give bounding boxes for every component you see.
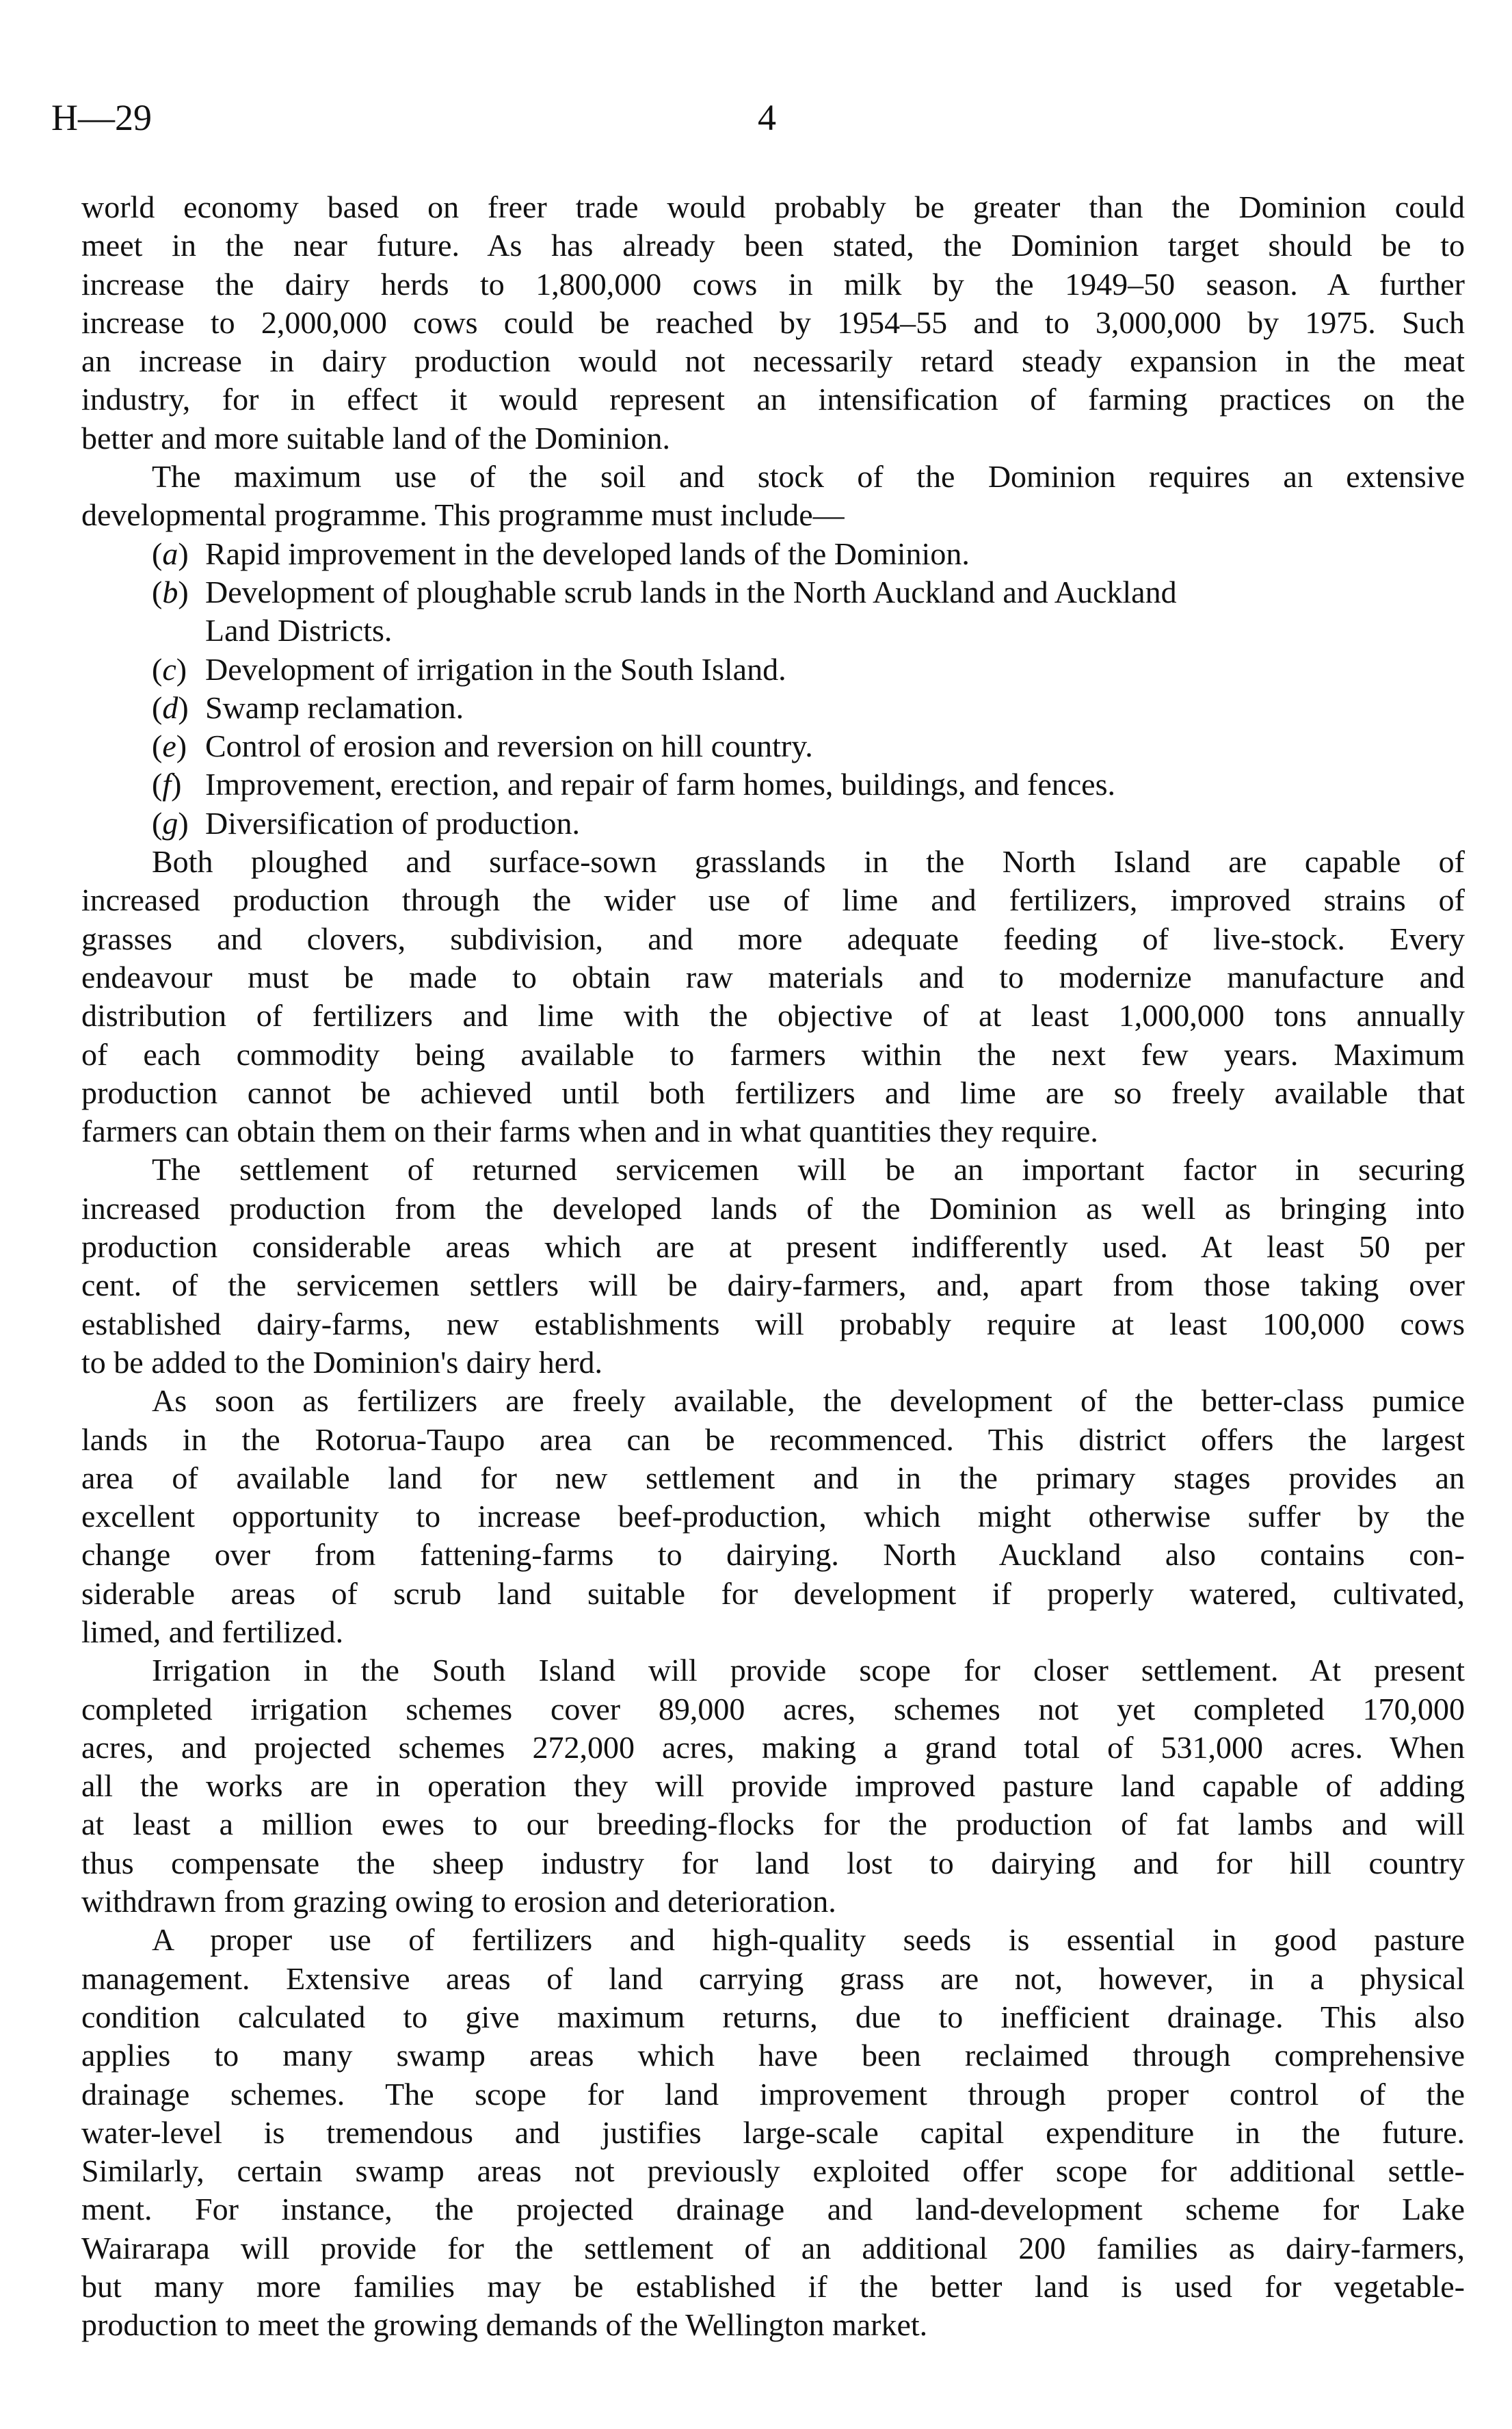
paragraph — [81, 1151, 1465, 1382]
text-line: drainage schemes. The scope for land improvement through proper control of the — [81, 2076, 1465, 2112]
text-line: established dairy-farms, new establishments will probably require at least 100,000 cows — [81, 1306, 1465, 1341]
text-line: withdrawn from grazing owing to erosion and deterioration. — [81, 1884, 836, 1919]
text-line: at least a million ewes to our breeding-flocks for the production of fat lambs and will — [81, 1807, 1465, 1842]
paragraph — [81, 1651, 1465, 1921]
text-line: cent. of the servicemen settlers will be dairy-farmers, and, apart from those taking over — [81, 1268, 1465, 1303]
list-item-letter: e — [162, 728, 176, 764]
list-item-label: (d) — [152, 690, 189, 725]
list-item — [81, 573, 1465, 612]
text-line: all the works are in operation they will provide improved pasture land capable of adding — [81, 1768, 1465, 1804]
text-line: thus compensate the sheep industry for land lost to dairying and for hill country — [81, 1845, 1465, 1880]
text-line: As soon as fertilizers are freely available, the development of the better-class pumice — [152, 1383, 1465, 1419]
list-item-text: Land Districts. — [205, 613, 393, 648]
text-line: grasses and clovers, subdivision, and more adequate feeding of live-stock. Every — [81, 921, 1465, 956]
text-line: Irrigation in the South Island will provide scope for closer settlement. At present — [152, 1653, 1465, 1688]
list-item — [81, 689, 1465, 727]
list-item — [81, 804, 1465, 843]
text-line: limed, and fertilized. — [81, 1614, 344, 1649]
list-item-text: Swamp reclamation. — [205, 690, 464, 725]
list-item-label: (a) — [152, 536, 189, 571]
paragraph — [81, 458, 1465, 535]
text-line: increase the dairy herds to 1,800,000 cows in milk by the 1949–50 season. A further — [81, 266, 1465, 302]
paragraph — [81, 188, 1465, 458]
list-item-letter: b — [162, 574, 178, 609]
list-item-label: (b) — [152, 574, 189, 609]
text-line: Similarly, certain swamp areas not previously exploited offer scope for additional settle- — [81, 2153, 1465, 2189]
document-body — [81, 188, 1465, 2345]
text-line: farmers can obtain them on their farms when and in what quantities they require. — [81, 1114, 1098, 1149]
text-line: completed irrigation schemes cover 89,000 acres, schemes not yet completed 170,000 — [81, 1691, 1465, 1726]
list-item-letter: g — [162, 805, 178, 841]
text-line: developmental programme. This programme must include— — [81, 497, 845, 533]
list-item-text: Diversification of production. — [205, 805, 581, 841]
text-line: lands in the Rotorua-Taupo area can be recommenced. This district offers the largest — [81, 1421, 1465, 1457]
text-line: acres, and projected schemes 272,000 acres, making a grand total of 531,000 acres. When — [81, 1729, 1465, 1765]
text-line: ment. For instance, the projected drainage and land-development scheme for Lake — [81, 2192, 1465, 2227]
list-item-text: Control of erosion and reversion on hill country. — [205, 728, 813, 764]
list-item-text: Rapid improvement in the developed lands of the Dominion. — [205, 536, 970, 571]
text-line: production considerable areas which are at present indifferently used. At least 50 per — [81, 1229, 1465, 1265]
list-item — [81, 651, 1465, 689]
text-line: industry, for in effect it would represent an intensification of farming practices on the — [81, 382, 1465, 417]
text-line: better and more suitable land of the Dominion. — [81, 420, 670, 456]
text-line: endeavour must be made to obtain raw materials and to modernize manufacture and — [81, 959, 1465, 995]
text-line: increase to 2,000,000 cows could be reached by 1954–55 and to 3,000,000 by 1975. Such — [81, 304, 1465, 340]
list-item — [81, 535, 1465, 573]
text-line: an increase in dairy production would not necessarily retard steady expansion in the meat — [81, 343, 1465, 379]
list-item-letter: d — [162, 690, 178, 725]
list-item-text: Improvement, erection, and repair of farm homes, buildings, and fences. — [205, 767, 1115, 802]
text-line: management. Extensive areas of land carrying grass are not, however, in a physical — [81, 1960, 1465, 1996]
text-line: The settlement of returned servicemen will be an important factor in securing — [152, 1152, 1465, 1187]
text-line: The maximum use of the soil and stock of the Dominion requires an extensive — [152, 459, 1465, 495]
list-item-label: (f) — [152, 767, 182, 802]
document-reference: H—29 — [51, 97, 152, 138]
list-item — [81, 765, 1465, 804]
text-line: production cannot be achieved until both fertilizers and lime are so freely available that — [81, 1075, 1465, 1110]
text-line: water-level is tremendous and justifies large-scale capital expenditure in the future. — [81, 2114, 1465, 2150]
list-item-letter: a — [162, 536, 178, 571]
page-number: 4 — [758, 97, 776, 138]
paragraph — [81, 843, 1465, 1151]
text-line: applies to many swamp areas which have been reclaimed through comprehensive — [81, 2038, 1465, 2073]
enumerated-list — [81, 535, 1465, 843]
text-line: production to meet the growing demands of the Wellington market. — [81, 2307, 928, 2343]
text-line: siderable areas of scrub land suitable for development if properly watered, cultivated, — [81, 1575, 1465, 1611]
text-line: area of available land for new settlement and in the primary stages provides an — [81, 1460, 1465, 1495]
list-item-letter: f — [162, 767, 172, 802]
text-line: distribution of fertilizers and lime with the objective of at least 1,000,000 tons annually — [81, 998, 1465, 1034]
paragraph — [81, 1921, 1465, 2344]
list-item-label: (e) — [152, 728, 187, 764]
list-item — [81, 727, 1465, 765]
text-line: Wairarapa will provide for the settlement of an additional 200 families as dairy-farmers, — [81, 2230, 1465, 2266]
paragraph — [81, 1382, 1465, 1651]
text-line: excellent opportunity to increase beef-production, which might otherwise suffer by the — [81, 1499, 1465, 1534]
text-line: increased production from the developed lands of the Dominion as well as bringing into — [81, 1190, 1465, 1226]
list-item-label: (c) — [152, 651, 187, 687]
text-line: of each commodity being available to farmers within the next few years. Maximum — [81, 1036, 1465, 1072]
text-line: to be added to the Dominion's dairy herd. — [81, 1344, 603, 1380]
text-line: but many more families may be established if the better land is used for vegetable- — [81, 2269, 1465, 2305]
text-line: meet in the near future. As has already been stated, the Dominion target should be to — [81, 228, 1465, 263]
text-line: Both ploughed and surface-sown grasslands in the North Island are capable of — [152, 844, 1465, 880]
text-line: condition calculated to give maximum returns, due to inefficient drainage. This also — [81, 1999, 1465, 2034]
text-line: A proper use of fertilizers and high-quality seeds is essential in good pasture — [152, 1922, 1465, 1958]
text-line: world economy based on freer trade would probably be greater than the Dominion could — [81, 189, 1465, 224]
list-item-letter: c — [162, 651, 176, 687]
list-item-text: Development of irrigation in the South Island. — [205, 651, 786, 687]
text-line: increased production through the wider use of lime and fertilizers, improved strains of — [81, 882, 1465, 918]
list-item-label: (g) — [152, 805, 189, 841]
list-item-text: Development of ploughable scrub lands in the North Auckland and Auckland — [205, 574, 1177, 609]
list-item — [81, 612, 1465, 650]
text-line: change over from fattening-farms to dairying. North Auckland also contains con- — [81, 1537, 1465, 1573]
